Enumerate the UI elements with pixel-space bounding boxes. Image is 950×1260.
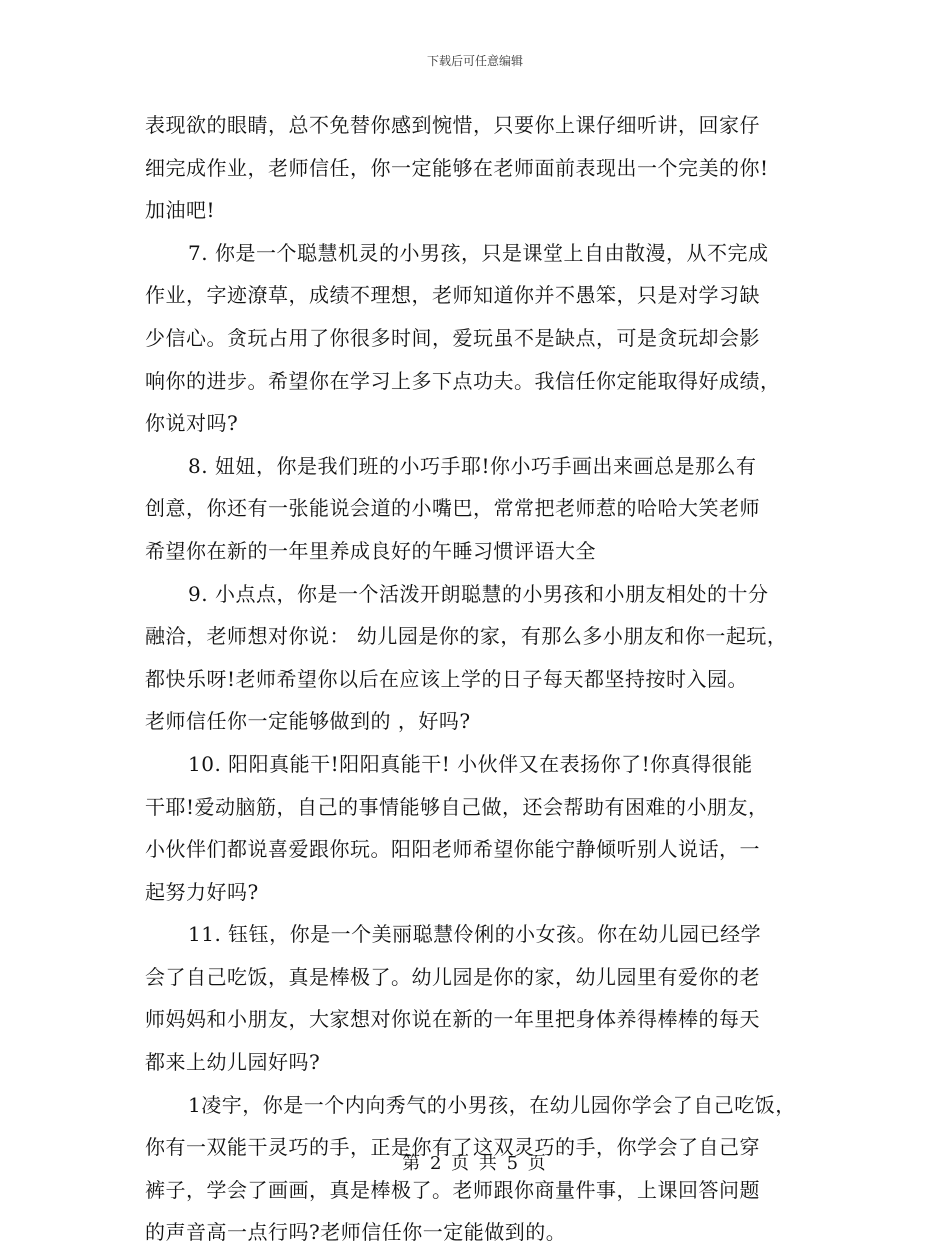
text-line: 创意，你还有一张能说会道的小嘴巴，常常把老师惹的哈哈大笑老师 — [145, 496, 760, 521]
text-line: 都来上幼儿园好吗? — [145, 1050, 321, 1075]
text-line: 响你的进步。希望你在学习上多下点功夫。我信任你定能取得好成绩， — [145, 368, 781, 393]
text-line: 表现欲的眼睛，总不免替你感到惋惜，只要你上课仔细听讲，回家仔 — [145, 113, 760, 137]
text-line: 起努力好吗? — [145, 879, 259, 904]
paragraph-8-start: 8. 妞妞，你是我们班的小巧手耶!你小巧手画出来画总是那么有 — [188, 453, 757, 478]
paragraph-9-start: 9. 小点点，你是一个活泼开朗聪慧的小男孩和小朋友相处的十分 — [188, 581, 769, 606]
text-line: 老师信任你一定能够做到的 ，好吗? — [145, 709, 471, 734]
text-line: 作业，字迹潦草，成绩不理想，老师知道你并不愚笨，只是对学习缺 — [145, 283, 760, 308]
text-line: 你有一双能干灵巧的手，正是你有了这双灵巧的手，你学会了自己穿 — [145, 1135, 760, 1160]
paragraph-12-start: 1凌宇，你是一个内向秀气的小男孩，在幼儿园你学会了自己吃饭， — [188, 1092, 796, 1117]
page-number: 第 2 页 共 5 页 — [402, 1153, 548, 1174]
paragraph-11-start: 11. 钰钰，你是一个美丽聪慧伶俐的小女孩。你在幼儿园已经学 — [188, 922, 762, 947]
paragraph-10-start: 10. 阳阳真能干!阳阳真能干! 小伙伴又在表扬你了!你真得很能 — [188, 751, 753, 776]
text-line: 裤子，学会了画画，真是棒极了。老师跟你商量件事，上课回答问题 — [145, 1177, 760, 1202]
text-line: 加油吧! — [145, 198, 216, 223]
document-body — [145, 110, 825, 1260]
text-line: 师妈妈和小朋友，大家想对你说在新的一年里把身体养得棒棒的每天 — [145, 1007, 760, 1032]
text-line: 融洽，老师想对你说： 幼儿园是你的家，有那么多小朋友和你一起玩， — [145, 624, 788, 649]
text-line: 你说对吗? — [145, 411, 239, 436]
text-line: 小伙伴们都说喜爱跟你玩。阳阳老师希望你能宁静倾听别人说话，一 — [145, 837, 760, 862]
text-line: 少信心。贪玩占用了你很多时间，爱玩虽不是缺点，可是贪玩却会影 — [145, 325, 760, 350]
text-line: 细完成作业，老师信任，你一定能够在老师面前表现出一个完美的你! — [145, 155, 769, 180]
page-header-note: 下载后可任意编辑 — [426, 54, 523, 68]
text-line: 的声音高一点行吗?老师信任你一定能做到的。 — [145, 1220, 567, 1245]
paragraph-7-start: 7. 你是一个聪慧机灵的小男孩，只是课堂上自由散漫，从不完成 — [188, 240, 769, 265]
text-line: 都快乐呀!老师希望你以后在应该上学的日子每天都坚持按时入园。 — [145, 666, 749, 691]
text-line: 干耶!爱动脑筋，自己的事情能够自己做，还会帮助有困难的小朋友， — [145, 794, 769, 819]
text-line: 会了自己吃饭，真是棒极了。幼儿园是你的家，幼儿园里有爱你的老 — [145, 964, 760, 989]
text-line: 希望你在新的一年里养成良好的午睡习惯评语大全 — [145, 538, 596, 563]
